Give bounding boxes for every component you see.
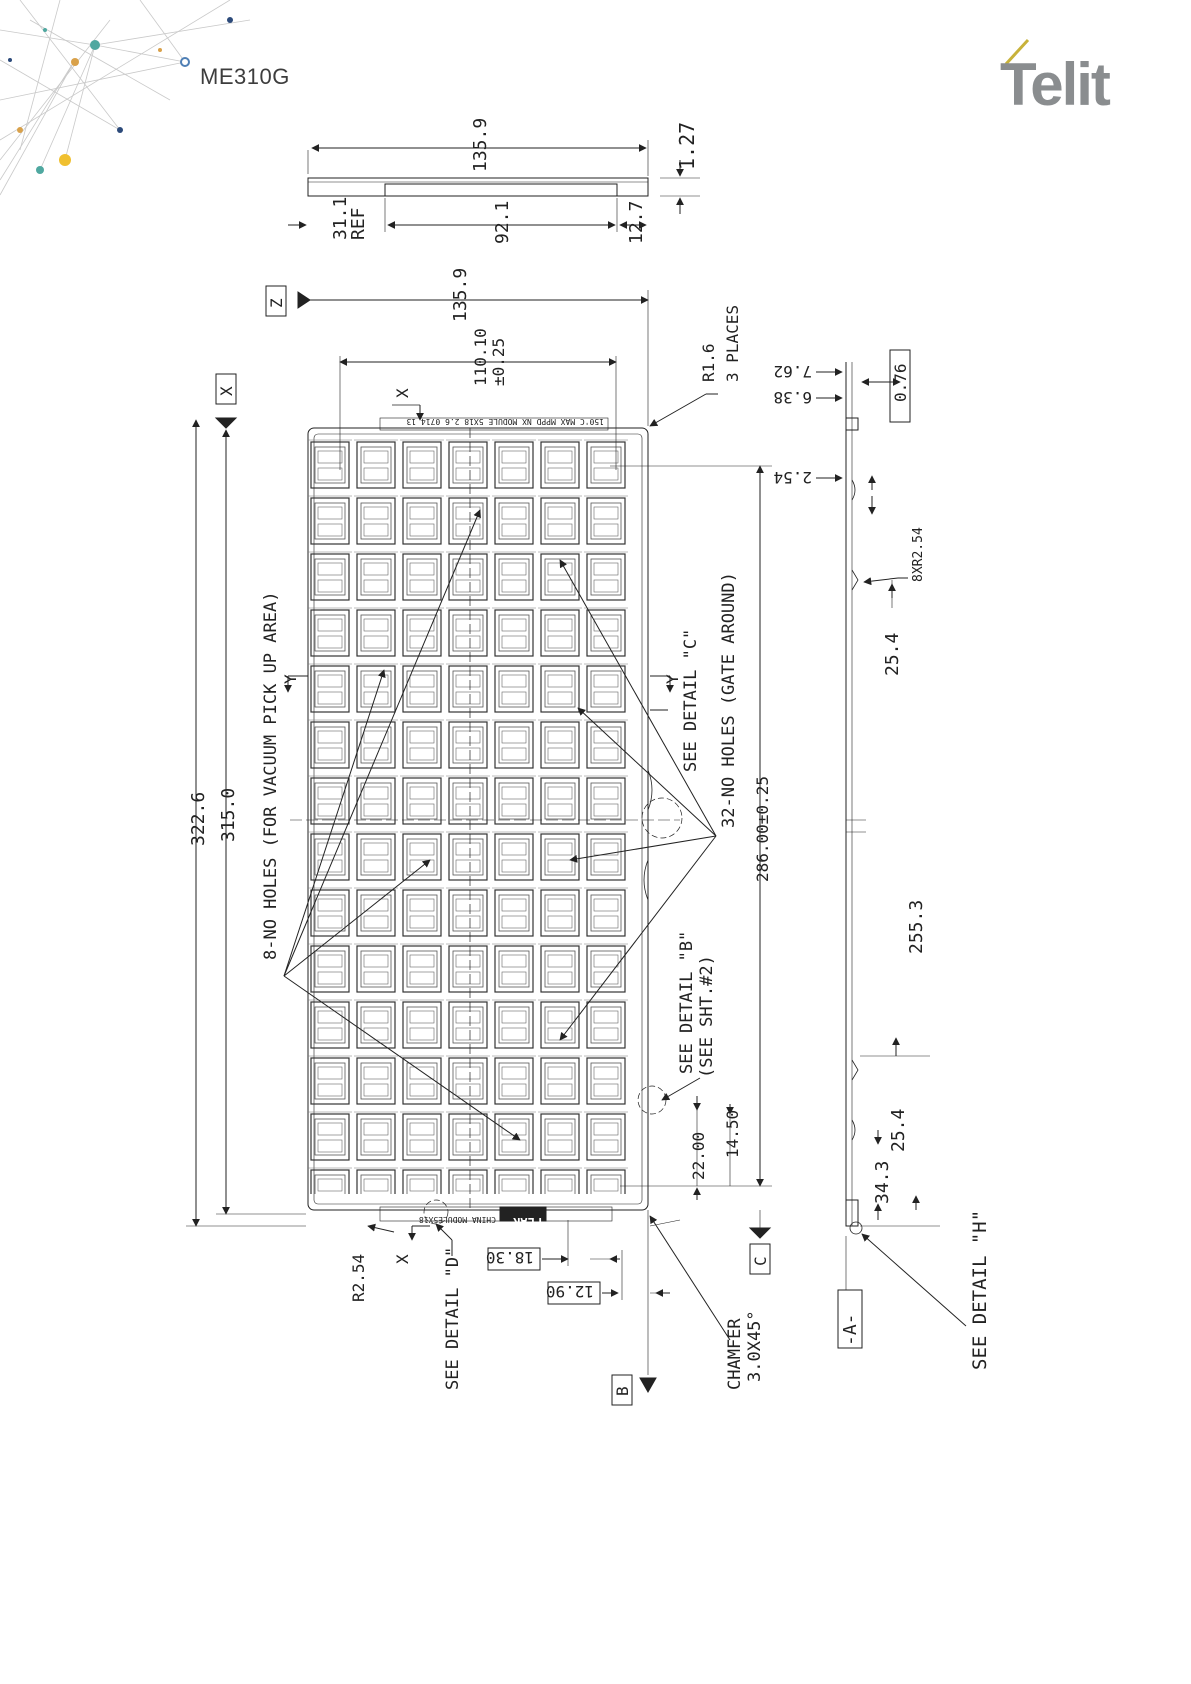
see-detail-b: SEE DETAIL "B"	[677, 930, 697, 1074]
dim-286: 286.00±0.25	[753, 776, 772, 882]
peak-logo-text: PEAK	[513, 1215, 542, 1229]
dim-25-4-bottom: 25.4	[888, 1108, 909, 1152]
dim-12-7: 12.7	[626, 200, 647, 244]
section-x-bottom: X	[393, 1254, 412, 1264]
dim-0-76: 0.76	[891, 363, 910, 402]
dim-18-30: 18.30	[485, 1248, 534, 1267]
radius-8xr2-54: 8XR2.54	[911, 527, 926, 582]
datum-a: -A-	[840, 1313, 861, 1346]
dim-14-50: 14.50	[723, 1109, 742, 1158]
gate-holes-note: 32-NO HOLES (GATE AROUND)	[719, 572, 739, 828]
brand-logo: Telit	[1000, 51, 1109, 118]
dim-7-62: 7.62	[773, 362, 812, 381]
dim-255-3: 255.3	[906, 899, 927, 954]
section-y-left: Y	[281, 674, 300, 684]
section-x-top: X	[393, 388, 412, 398]
dim-1-27: 1.27	[675, 121, 699, 170]
dim-110-10: 110.10	[471, 328, 490, 386]
dim-6-38: 6.38	[773, 388, 812, 407]
dim-135-9-main: 135.9	[450, 267, 471, 322]
dim-110-tol: ±0.25	[489, 337, 508, 386]
dim-92-1: 92.1	[492, 200, 513, 244]
section-y-right: Y	[663, 674, 682, 684]
document-title: ME310G	[200, 64, 290, 89]
tray-bottom-text: CHINA MODULE5X18	[418, 1215, 496, 1224]
see-detail-h: SEE DETAIL "H"	[969, 1209, 991, 1370]
datum-z: Z	[267, 298, 286, 308]
ref-label: REF	[348, 207, 369, 240]
vacuum-holes-note: 8-NO HOLES (FOR VACUUM PICK UP AREA)	[261, 591, 281, 960]
see-detail-c: SEE DETAIL "C"	[681, 628, 701, 772]
dim-2-54: 2.54	[773, 468, 812, 487]
dim-135-9-top: 135.9	[470, 117, 491, 172]
dim-25-4-top: 25.4	[882, 632, 903, 676]
dim-34-3: 34.3	[872, 1160, 893, 1204]
dim-22-00: 22.00	[689, 1131, 708, 1180]
dim-322-6: 322.6	[188, 791, 209, 846]
datum-b: B	[613, 1386, 632, 1396]
see-sht-2: (SEE SHT.#2)	[697, 955, 717, 1078]
three-places: 3 PLACES	[723, 304, 742, 382]
chamfer-label: CHAMFER	[725, 1318, 745, 1390]
datum-x: X	[217, 386, 236, 396]
tray-top-text: 150'C MAX MPPD NX MODULE 5X18 2.6 0714 13	[406, 417, 604, 426]
dim-12-90: 12.90	[545, 1282, 594, 1301]
side-view-labels	[773, 362, 991, 1370]
radius-r1-6: R1.6	[699, 343, 718, 382]
chamfer-value: 3.0X45°	[745, 1310, 765, 1382]
dim-31-1: 31.1	[330, 196, 351, 240]
datum-c: C	[751, 1256, 770, 1266]
dim-315-0: 315.0	[218, 787, 239, 842]
see-detail-d: SEE DETAIL "D"	[443, 1246, 463, 1390]
radius-r2-54: R2.54	[349, 1253, 368, 1302]
